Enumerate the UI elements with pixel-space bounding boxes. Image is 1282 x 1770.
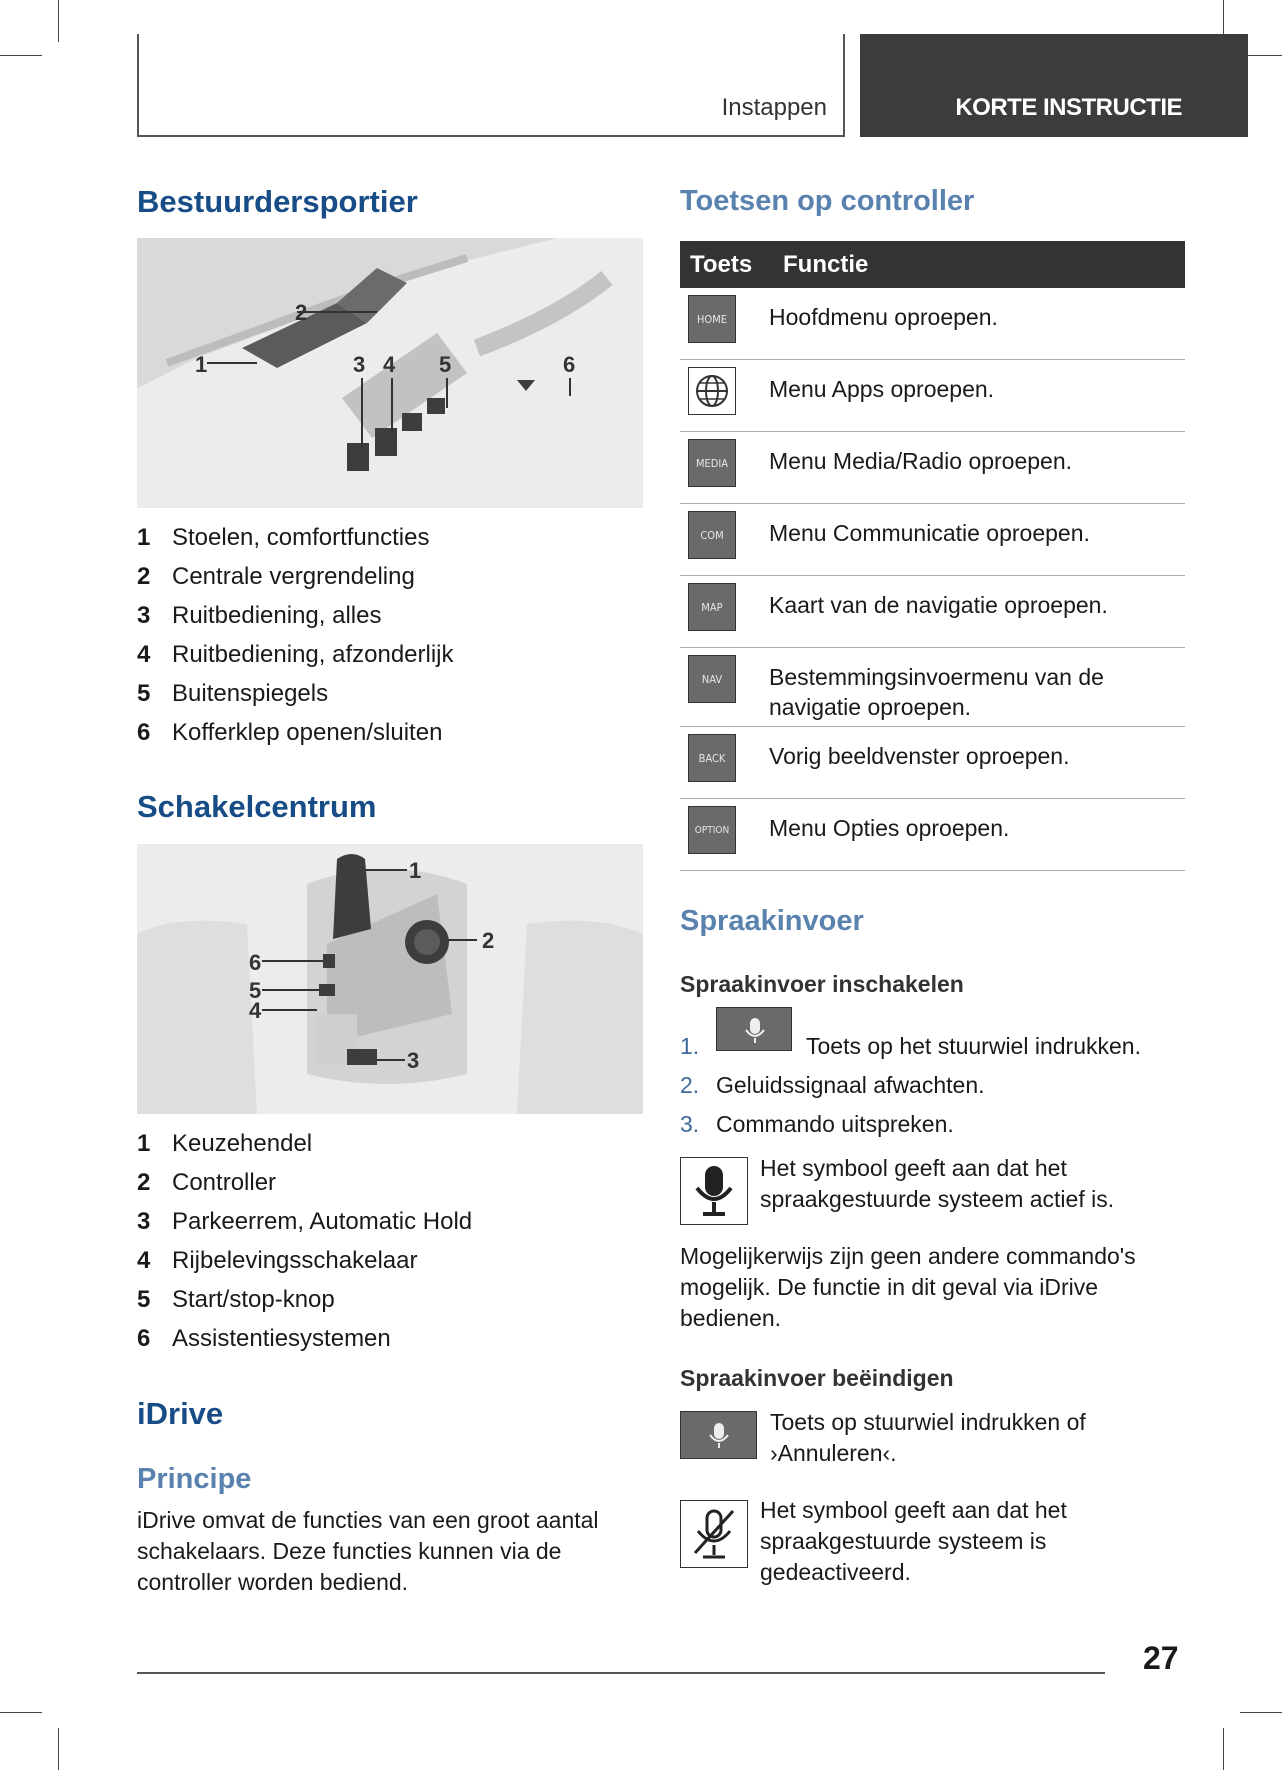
list-item: 1. Toets op het stuurwiel indrukken. <box>680 1033 1141 1059</box>
nav-key-icon: NAV <box>688 655 736 703</box>
voice-active-icon <box>680 1157 748 1225</box>
running-header <box>137 34 845 137</box>
crop-mark <box>58 0 59 42</box>
voice-steps <box>680 1027 1141 1144</box>
footer-rule <box>137 1672 1105 1674</box>
list-item: 2 Centrale vergrendeling <box>137 562 415 590</box>
table-row <box>680 576 1185 648</box>
list-item: 6 Kofferklep openen/sluiten <box>137 718 443 746</box>
row-function: Vorig beeldvenster oproepen. <box>769 743 1070 769</box>
list-item: 3. Commando uitspreken. <box>680 1111 954 1137</box>
list-item: 4 Ruitbediening, afzonderlijk <box>137 640 454 668</box>
table-header <box>680 241 1185 288</box>
option-key-icon: OPTION <box>688 806 736 854</box>
row-function: Hoofdmenu oproepen. <box>769 304 998 330</box>
col-function: Functie <box>783 250 869 278</box>
table-row <box>680 360 1185 432</box>
center-illustration <box>137 844 643 1114</box>
table-row <box>680 288 1185 360</box>
chapter-title: KORTE INSTRUCTIE <box>955 94 1182 121</box>
list-item: 1 Stoelen, comfortfuncties <box>137 523 430 551</box>
list-item: 3 Ruitbediening, alles <box>137 601 382 629</box>
voice-title: Spraakinvoer <box>680 905 864 937</box>
steering-mic-button-icon <box>680 1411 757 1459</box>
center-callout: 6 <box>249 950 262 975</box>
center-console-drawing <box>137 844 643 1114</box>
voice-inactive-note: Het symbool geeft aan dat het spraakgestuurde systeem is gedeactiveerd. <box>760 1497 1067 1585</box>
voice-active-note: Het symbool geeft aan dat het spraakgestuurde systeem actief is. <box>760 1155 1115 1212</box>
door-title: Bestuurdersportier <box>137 184 418 219</box>
globe-key-icon <box>688 367 736 415</box>
door-illustration <box>137 238 643 508</box>
crop-mark <box>0 55 42 56</box>
crop-mark <box>1240 1712 1282 1713</box>
door-drawing <box>137 238 643 508</box>
list-item: 4 Rijbelevingsschakelaar <box>137 1246 418 1274</box>
table-row <box>680 648 1185 727</box>
principle-text: iDrive omvat de functies van een groot aantal schakelaars. Deze functies kunnen via de controller worden bediend. <box>137 1507 599 1595</box>
voice-hint: Mogelijkerwijs zijn geen andere commando's mogelijk. De functie in dit geval via iDrive bedienen. <box>680 1243 1136 1331</box>
center-callout: 3 <box>407 1048 420 1073</box>
principle-title: Principe <box>137 1463 252 1495</box>
center-callout: 5 <box>249 978 262 1003</box>
list-item: 5 Start/stop-knop <box>137 1285 335 1313</box>
door-callout: 2 <box>295 300 308 325</box>
controller-title: Toetsen op controller <box>680 185 975 217</box>
home-key-icon: HOME <box>688 295 736 343</box>
voice-end-title: Spraakinvoer beëindigen <box>680 1365 954 1391</box>
voice-inactive-icon <box>680 1500 748 1568</box>
header-section: Instappen <box>721 94 827 121</box>
crop-mark <box>1223 1728 1224 1770</box>
list-item: 2 Controller <box>137 1168 277 1196</box>
list-item: 5 Buitenspiegels <box>137 679 329 707</box>
door-callout: 3 <box>353 352 366 377</box>
list-item: 6 Assistentiesystemen <box>137 1324 391 1352</box>
list-item: 2. Geluidssignaal afwachten. <box>680 1072 985 1098</box>
controller-table <box>680 241 1185 871</box>
voice-end-text: Toets op stuurwiel indrukken of ›Annuleren‹. <box>770 1409 1086 1466</box>
center-callout: 1 <box>409 858 422 883</box>
center-legend <box>137 1124 472 1358</box>
list-item: 1 Keuzehendel <box>137 1129 313 1157</box>
col-key: Toets <box>690 250 753 278</box>
door-callout: 1 <box>195 352 208 377</box>
row-function: Bestemmingsinvoermenu van de navigatie oproepen. <box>769 664 1104 720</box>
table-row <box>680 504 1185 576</box>
row-function: Menu Media/Radio oproepen. <box>769 448 1073 474</box>
crop-mark <box>58 1728 59 1770</box>
list-item: 3 Parkeerrem, Automatic Hold <box>137 1207 473 1235</box>
table-row <box>680 432 1185 504</box>
table-row <box>680 727 1185 799</box>
com-key-icon: COM <box>688 511 736 559</box>
door-callout: 6 <box>563 352 576 377</box>
back-key-icon: BACK <box>688 734 736 782</box>
row-function: Menu Communicatie oproepen. <box>769 520 1090 546</box>
door-callout: 4 <box>383 352 396 377</box>
map-key-icon: MAP <box>688 583 736 631</box>
table-row <box>680 799 1185 871</box>
door-callout: 5 <box>439 352 452 377</box>
row-function: Kaart van de navigatie oproepen. <box>769 592 1108 618</box>
idrive-title: iDrive <box>137 1396 224 1431</box>
row-function: Menu Apps oproepen. <box>769 376 995 402</box>
page-number: 27 <box>1143 1640 1179 1676</box>
media-key-icon: MEDIA <box>688 439 736 487</box>
door-legend <box>137 518 454 752</box>
row-function: Menu Opties oproepen. <box>769 815 1010 841</box>
chapter-tab <box>860 34 1248 137</box>
center-title: Schakelcentrum <box>137 789 377 824</box>
center-callout: 4 <box>249 998 262 1023</box>
center-callout: 2 <box>482 928 495 953</box>
voice-enable-title: Spraakinvoer inschakelen <box>680 971 964 997</box>
crop-mark <box>0 1712 42 1713</box>
